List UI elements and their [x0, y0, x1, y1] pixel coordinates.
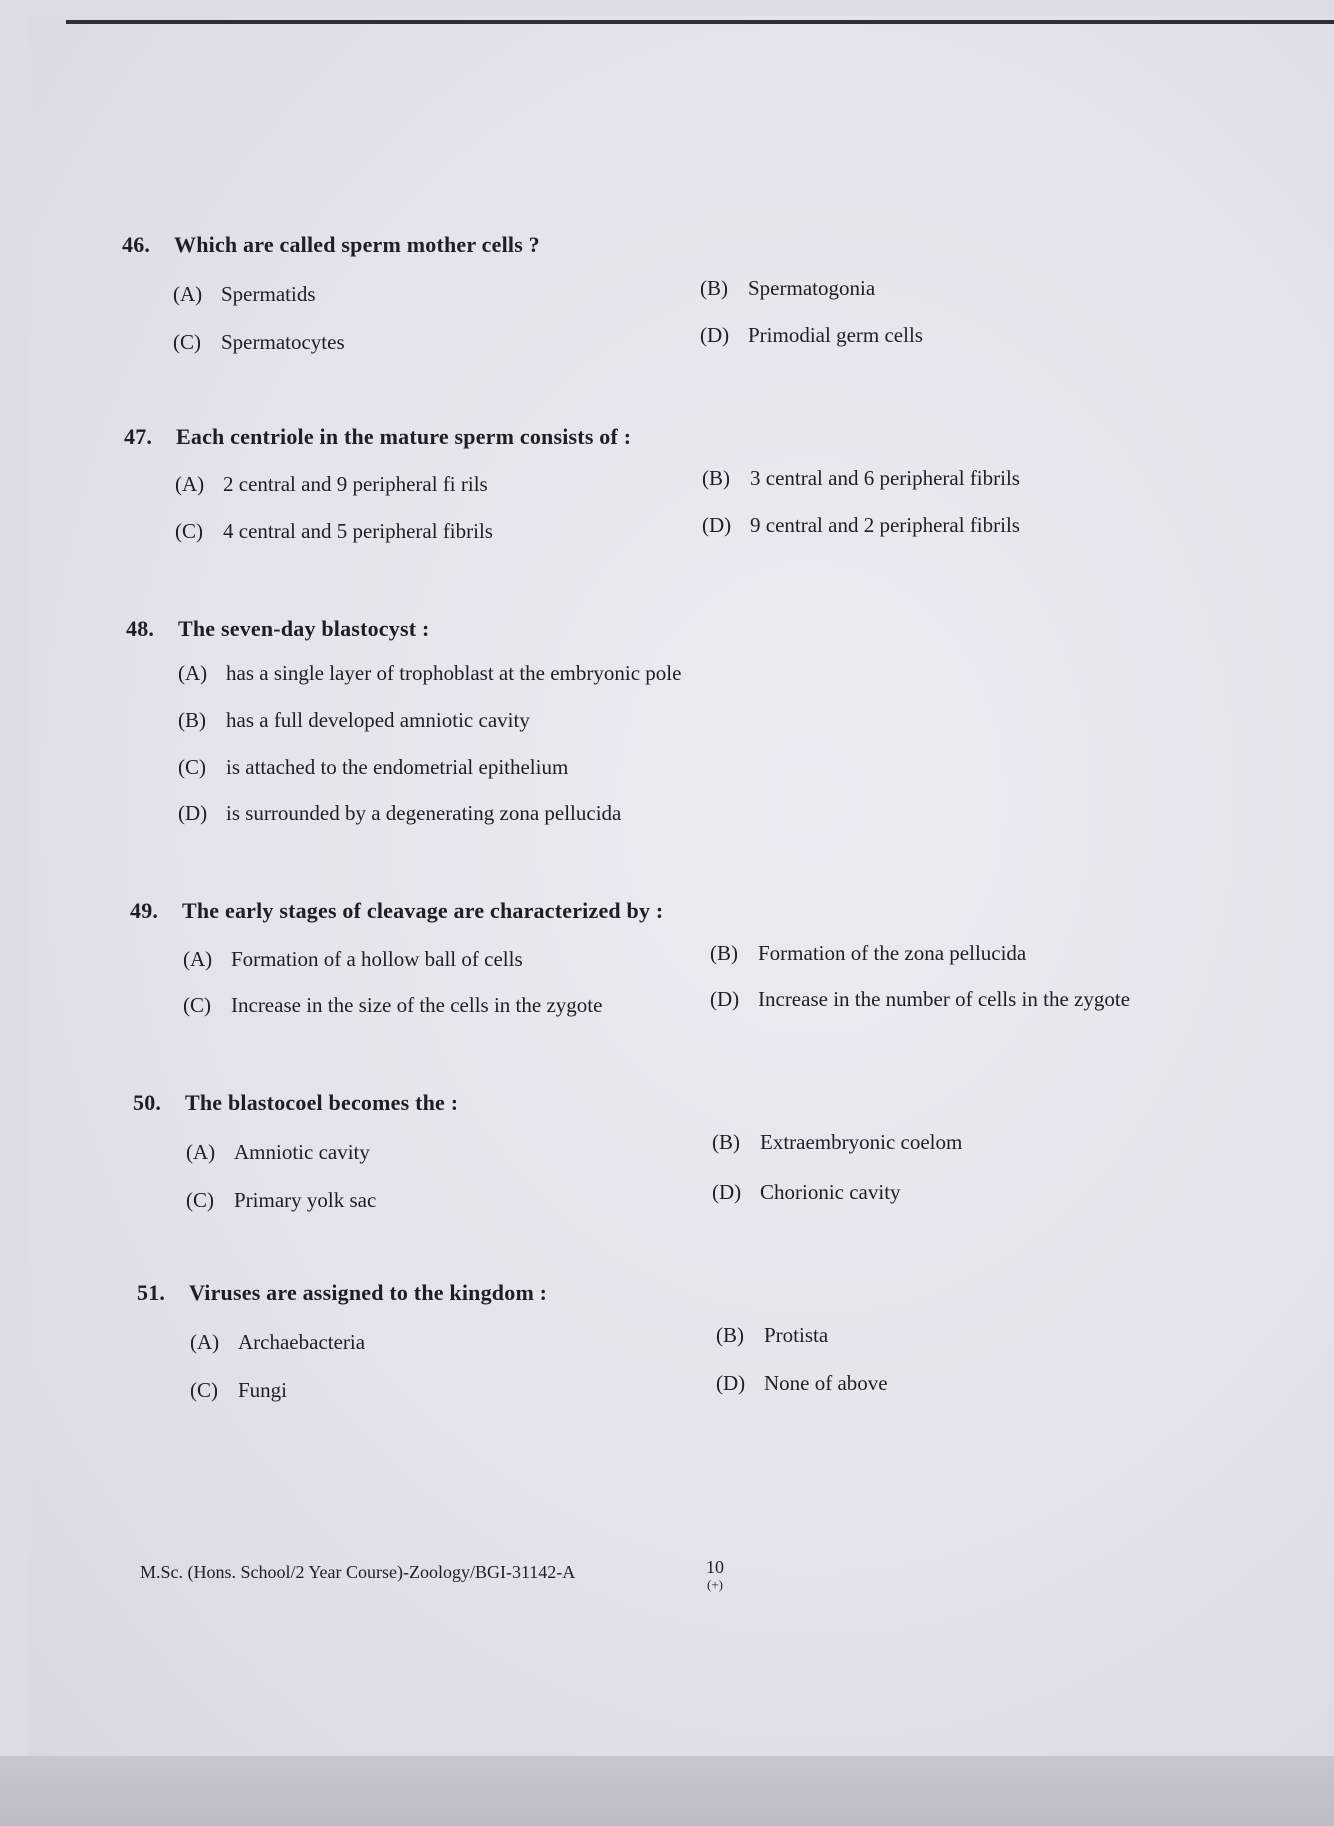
option-46-c: [173, 330, 345, 355]
question-50: [133, 1090, 458, 1116]
question-stem: [133, 1090, 458, 1116]
question-49: [130, 898, 663, 924]
exam-page: [28, 16, 1334, 1756]
option-text: 9 central and 2 peripheral fibrils: [750, 513, 1020, 537]
option-51-b: [716, 1323, 828, 1348]
question-stem: [126, 616, 429, 642]
option-47-b: [702, 466, 1020, 491]
question-stem: [137, 1280, 547, 1306]
option-text: Increase in the number of cells in the zygote: [758, 987, 1131, 1011]
option-text: Archaebacteria: [238, 1330, 366, 1354]
option-label: (D): [178, 801, 208, 825]
option-text: Spermatogonia: [748, 276, 876, 300]
option-49-a: [183, 947, 523, 972]
option-text: Protista: [764, 1323, 829, 1347]
option-47-a: [175, 472, 488, 497]
option-label: (B): [716, 1323, 744, 1347]
question-stem: [130, 898, 663, 924]
option-51-d: [716, 1371, 888, 1396]
option-text: 3 central and 6 peripheral fibrils: [750, 466, 1020, 490]
option-text: has a single layer of trophoblast at the embryonic pole: [226, 661, 682, 685]
option-text: has a full developed amniotic cavity: [226, 708, 530, 732]
question-51: [137, 1280, 547, 1306]
option-text: Chorionic cavity: [760, 1180, 901, 1204]
question-text: Each centriole in the mature sperm consists of :: [176, 424, 632, 449]
option-label: (B): [712, 1130, 740, 1154]
option-label: (C): [175, 519, 203, 543]
option-47-c: [175, 519, 493, 544]
option-49-d: [710, 987, 1130, 1012]
option-50-d: [712, 1180, 901, 1205]
option-text: None of above: [764, 1371, 888, 1395]
page-number-value: 10: [706, 1557, 724, 1577]
option-51-a: [190, 1330, 365, 1355]
question-number: 46.: [122, 232, 151, 257]
question-text: The blastocoel becomes the :: [185, 1090, 459, 1115]
option-label: (A): [175, 472, 205, 496]
option-46-b: [700, 276, 875, 301]
option-text: Spermatocytes: [221, 330, 345, 354]
question-text: The seven-day blastocyst :: [178, 616, 430, 641]
option-label: (D): [702, 513, 732, 537]
question-number: 47.: [124, 424, 153, 449]
option-text: Primodial germ cells: [748, 323, 923, 347]
option-label: (D): [712, 1180, 742, 1204]
page-number: [700, 1558, 730, 1594]
option-text: is surrounded by a degenerating zona pellucida: [226, 801, 622, 825]
option-text: Fungi: [238, 1378, 288, 1402]
option-49-c: [183, 993, 602, 1018]
option-48-c: [178, 755, 568, 780]
option-label: (C): [178, 755, 206, 779]
page-edge-shadow: [0, 1756, 1334, 1826]
question-stem: [124, 424, 631, 450]
option-text: is attached to the endometrial epithelium: [226, 755, 569, 779]
option-46-d: [700, 323, 923, 348]
question-46: [122, 232, 540, 258]
option-label: (D): [710, 987, 740, 1011]
option-label: (D): [700, 323, 730, 347]
option-text: 4 central and 5 peripheral fibrils: [223, 519, 493, 543]
option-label: (B): [700, 276, 728, 300]
option-text: Increase in the size of the cells in the zygote: [231, 993, 603, 1017]
question-number: 50.: [133, 1090, 162, 1115]
option-text: Formation of a hollow ball of cells: [231, 947, 523, 971]
option-text: Extraembryonic coelom: [760, 1130, 963, 1154]
option-text: 2 central and 9 peripheral fi rils: [223, 472, 488, 496]
option-label: (A): [178, 661, 208, 685]
option-50-a: [186, 1140, 370, 1165]
option-49-b: [710, 941, 1026, 966]
option-47-d: [702, 513, 1020, 538]
option-50-b: [712, 1130, 962, 1155]
option-50-c: [186, 1188, 376, 1213]
option-text: Amniotic cavity: [234, 1140, 370, 1164]
option-text: Formation of the zona pellucida: [758, 941, 1027, 965]
question-text: The early stages of cleavage are characterized by :: [182, 898, 664, 923]
option-text: Primary yolk sac: [234, 1188, 377, 1212]
option-51-c: [190, 1378, 287, 1403]
question-number: 48.: [126, 616, 155, 641]
question-number: 51.: [137, 1280, 166, 1305]
question-47: [124, 424, 631, 450]
question-text: Which are called sperm mother cells ?: [174, 232, 540, 257]
question-stem: [122, 232, 540, 258]
option-label: (C): [183, 993, 211, 1017]
option-label: (C): [190, 1378, 218, 1402]
option-label: (B): [702, 466, 730, 490]
option-label: (B): [178, 708, 206, 732]
option-label: (A): [186, 1140, 216, 1164]
question-48: [126, 616, 429, 642]
header-rule: [66, 20, 1334, 24]
option-48-a: [178, 661, 681, 686]
option-48-b: [178, 708, 530, 733]
question-text: Viruses are assigned to the kingdom :: [189, 1280, 548, 1305]
option-label: (C): [173, 330, 201, 354]
option-text: Spermatids: [221, 282, 316, 306]
page-mark: (+): [707, 1577, 723, 1592]
option-label: (B): [710, 941, 738, 965]
option-48-d: [178, 801, 621, 826]
option-46-a: [173, 282, 316, 307]
option-label: (A): [173, 282, 203, 306]
option-label: (C): [186, 1188, 214, 1212]
option-label: (A): [183, 947, 213, 971]
footer-course-code: M.Sc. (Hons. School/2 Year Course)-Zoology/BGI-31142-A: [140, 1562, 576, 1582]
option-label: (A): [190, 1330, 220, 1354]
option-label: (D): [716, 1371, 746, 1395]
question-number: 49.: [130, 898, 159, 923]
